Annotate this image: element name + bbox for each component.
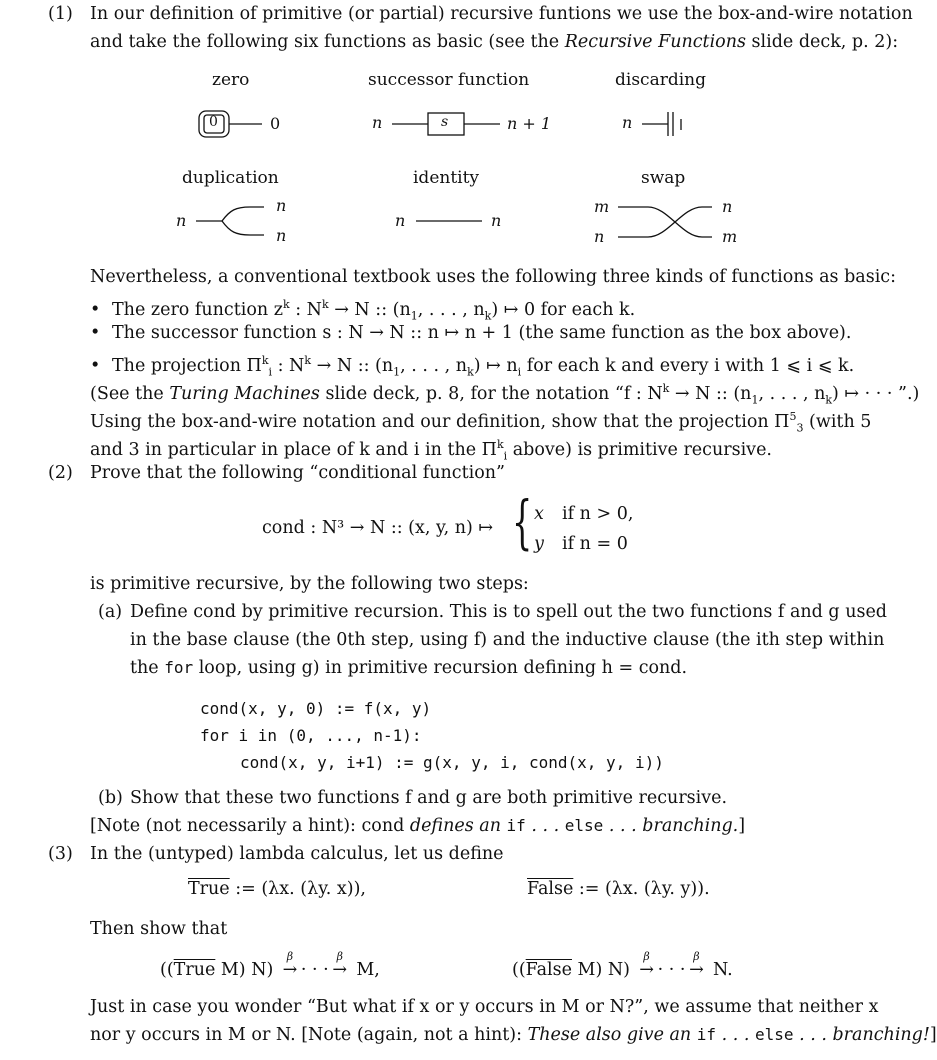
problem-3-line-4: nor y occurs in M or N. [Note (again, not a hint): These also give an if . . . else . . . branching!] [90, 1025, 937, 1045]
zero-box-label: 0 [209, 114, 218, 130]
box-and-wire-diagrams [0, 0, 900, 260]
problem-1-line-2: and take the following six functions as basic (see the Recursive Functions slide deck, p. 2): [90, 32, 899, 52]
problem-3-line-1: In the (untyped) lambda calculus, let us define [90, 844, 504, 864]
code-line-3: cond(x, y, i+1) := g(x, y, i, cond(x, y, i)) [240, 753, 664, 772]
swap-output-label-2: m [722, 227, 738, 246]
problem-1-task-line-2: and 3 in particular in place of k and i in the $\Pi^k_i$ above) is primitive recursive. [90, 438, 772, 463]
zero-output-label: 0 [270, 114, 281, 133]
false-reduction: ((False M) N) β → · · · β → N. [512, 950, 733, 980]
diagram-title-identity: identity [413, 168, 480, 188]
problem-1-task-line-1: Using the box-and-wire notation and our definition, show that the projection $\Pi^5_3$ (with 5 [90, 410, 872, 435]
case-1-value: x [534, 504, 544, 524]
problem-2-line-1: Prove that the following “conditional function” [90, 463, 505, 483]
problem-3-line-2: Then show that [90, 919, 228, 939]
swap-output-label-1: n [722, 197, 733, 216]
case-2-condition: if n = 0 [562, 534, 628, 554]
cond-function-signature: cond : N³ → N :: (x, y, n) ↦ [262, 518, 494, 538]
part-b-note: [Note (not necessarily a hint): cond defines an if . . . else . . . branching.] [90, 816, 746, 836]
part-a-label: (a) [98, 602, 123, 622]
code-line-2: for i in (0, ..., n-1): [200, 726, 422, 745]
problem-2-number: (2) [48, 463, 73, 483]
bullet-zero-function: • The zero function $z^k$ : $N^k \to N$ :: ($n_1$, . . . , $n_k$) ↦ 0 for each k. [90, 298, 636, 323]
swap-input-label-2: n [594, 227, 605, 246]
swap-wire-2 [618, 207, 712, 237]
duplication-input-label: n [176, 211, 187, 230]
duplication-lower-branch [222, 221, 264, 235]
swap-input-label-1: m [594, 197, 610, 216]
problem-2-line-2: is primitive recursive, by the following two steps: [90, 574, 529, 594]
problem-1-line-3: Nevertheless, a conventional textbook uses the following three kinds of functions as basic: [90, 267, 897, 287]
bullet-projection-function: • The projection $\Pi^k_i$ : $N^k \to N$ :: ($n_1$, . . . , $n_k$) ↦ $n_i$ for each k and every i with 1 ⩽ i ⩽ k. [90, 354, 855, 379]
successor-input-label: n [372, 113, 383, 132]
duplication-output-label-1: n [276, 196, 287, 215]
swap-wire-1 [618, 207, 712, 237]
bullet-successor-function: • The successor function s : N → N :: n ↦ n + 1 (the same function as the box above). [90, 323, 852, 343]
discard-input-label: n [622, 113, 633, 132]
successor-output-label: n + 1 [507, 114, 552, 133]
diagram-title-discarding: discarding [615, 70, 706, 90]
diagram-title-duplication: duplication [182, 168, 279, 188]
problem-3-number: (3) [48, 844, 73, 864]
problem-1-notation-note: (See the Turing Machines slide deck, p. 8, for the notation “f : $N^k \to N$ :: ($n_1$, . . . , $n_k$) ↦ · · · ”.) [90, 382, 920, 407]
problem-1-line-1: In our definition of primitive (or partial) recursive funtions we use the box-and-wire notation [90, 4, 913, 24]
diagram-title-successor: successor function [368, 70, 530, 90]
part-b-line-1: Show that these two functions f and g are both primitive recursive. [130, 788, 728, 808]
diagram-title-swap: swap [641, 168, 686, 188]
identity-output-label: n [491, 211, 502, 230]
duplication-upper-branch [222, 207, 264, 221]
diagram-title-zero: zero [212, 70, 250, 90]
cases-brace: { [512, 488, 533, 556]
identity-input-label: n [395, 211, 406, 230]
part-a-line-2: in the base clause (the 0th step, using f) and the inductive clause (the ith step within [130, 630, 885, 650]
true-reduction: ((True M) N) β → · · · β → M, [160, 950, 380, 980]
part-a-line-1: Define cond by primitive recursion. This is to spell out the two functions f and g used [130, 602, 888, 622]
case-2-value: y [534, 534, 544, 554]
part-a-line-3: the for loop, using g) in primitive recursion defining h = cond. [130, 658, 688, 678]
problem-3-line-3: Just in case you wonder “But what if x or y occurs in M or N?”, we assume that neither x [90, 997, 879, 1017]
case-1-condition: if n > 0, [562, 504, 634, 524]
duplication-output-label-2: n [276, 226, 287, 245]
true-definition: True := (λx. (λy. x)), [188, 879, 366, 899]
successor-box-label: s [441, 114, 449, 130]
false-definition: False := (λx. (λy. y)). [527, 879, 710, 899]
problem-1-number: (1) [48, 4, 73, 24]
part-b-label: (b) [98, 788, 123, 808]
code-line-1: cond(x, y, 0) := f(x, y) [200, 699, 432, 718]
